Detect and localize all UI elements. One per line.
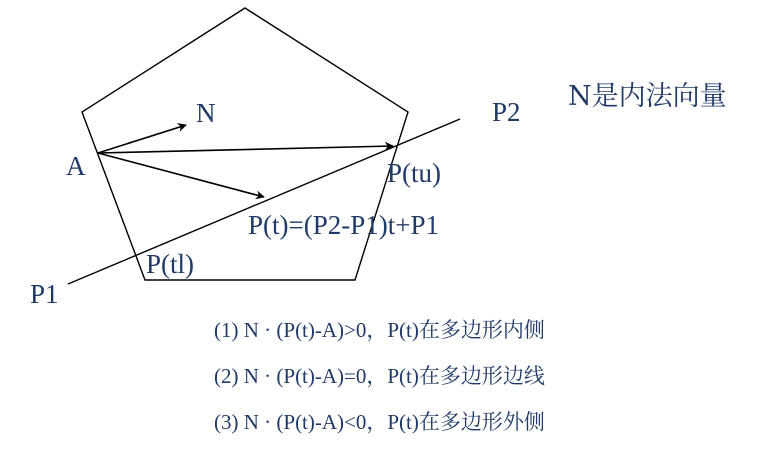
label-p2: P2	[492, 97, 521, 127]
label-p1: P1	[30, 279, 59, 309]
vector-a-pt	[98, 153, 264, 197]
label-p-tl: P(tl)	[146, 249, 195, 279]
vector-normal	[98, 125, 186, 153]
normal-vector-note: N是内法向量	[568, 81, 727, 112]
condition-on-edge: (2) N · (P(t)-A)=0，P(t)在多边形边线	[214, 364, 545, 388]
condition-outside: (3) N · (P(t)-A)<0，P(t)在多边形外侧	[214, 410, 545, 434]
label-p-tu: P(tu)	[387, 158, 441, 188]
condition-inside: (1) N · (P(t)-A)>0，P(t)在多边形内侧	[214, 318, 545, 342]
label-a: A	[66, 151, 86, 181]
label-n: N	[196, 98, 216, 128]
vector-a-ptu	[98, 146, 393, 153]
label-equation: P(t)=(P2-P1)t+P1	[248, 210, 439, 240]
